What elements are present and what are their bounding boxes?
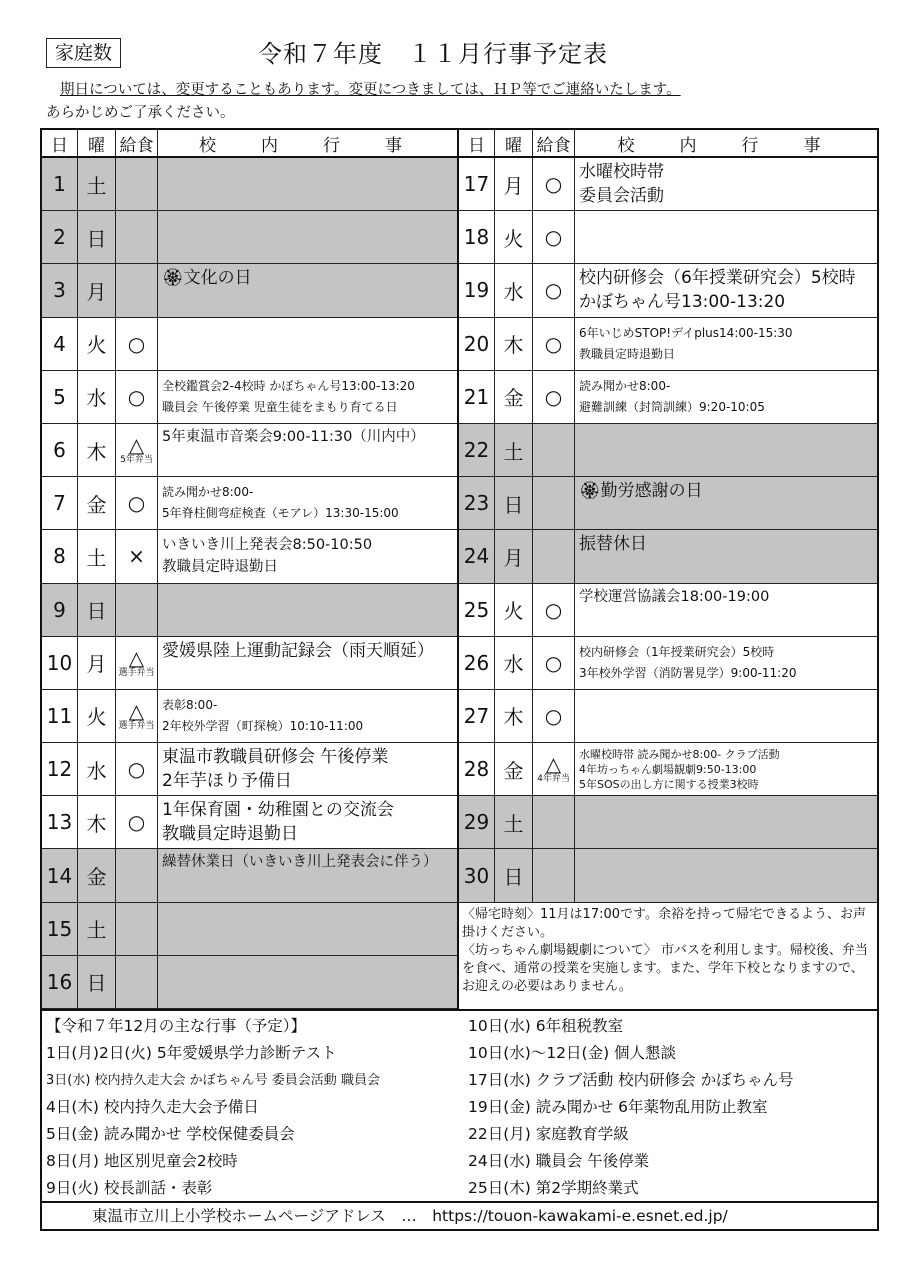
december-item: 19日(金) 読み聞かせ 6年薬物乱用防止教室 (468, 1098, 768, 1116)
event-text: 避難訓練（封筒訓練）9:20-10:05 (579, 399, 765, 414)
event-text: 2年芋ほり予備日 (162, 771, 292, 792)
event-text: 4年坊っちゃん劇場観劇9:50-13:00 (579, 762, 757, 776)
meal-mark: △ (128, 698, 145, 723)
day-number: 27 (459, 690, 495, 743)
meal-status (116, 690, 158, 743)
event-text: 校内研修会（1年授業研究会）5校時 (579, 644, 775, 659)
events-cell (158, 637, 457, 690)
meal-status (533, 264, 575, 317)
calendar-right-half (459, 130, 877, 1009)
events-cell (575, 371, 877, 424)
meal-status (116, 318, 158, 371)
event-text: 🏵文化の日 (162, 268, 252, 289)
december-item: 22日(月) 家庭教育学級 (468, 1125, 629, 1143)
event-text: 5年東温市音楽会9:00-11:30（川内中） (162, 428, 425, 445)
december-item: 8日(月) 地区別児童会2校時 (46, 1152, 238, 1170)
event-text: いきいき川上発表会8:50-10:50 (162, 537, 373, 554)
events-cell (575, 637, 877, 690)
meal-mark: ○ (544, 650, 563, 675)
events-cell (158, 158, 457, 211)
day-number: 10 (42, 637, 78, 690)
day-number: 26 (459, 637, 495, 690)
day-number: 28 (459, 743, 495, 796)
meal-status (533, 796, 575, 849)
weekday: 火 (78, 690, 116, 743)
events-cell (575, 158, 877, 211)
meal-mark: × (128, 544, 145, 569)
day-number: 7 (42, 477, 78, 530)
december-item: 24日(水) 職員会 午後停業 (468, 1152, 650, 1170)
weekday: 火 (495, 584, 533, 637)
december-item: 10日(水)～12日(金) 個人懇談 (468, 1044, 677, 1062)
events-cell (575, 530, 877, 583)
meal-status (116, 264, 158, 317)
day-number: 16 (42, 956, 78, 1009)
day-number: 12 (42, 743, 78, 796)
meal-mark: △ (128, 433, 145, 458)
events-cell (158, 956, 457, 1009)
event-text: 水曜校時帯 読み聞かせ8:00- クラブ活動 (579, 747, 780, 761)
meal-status (116, 743, 158, 796)
event-text: 愛媛県陸上運動記録会（雨天順延） (162, 640, 434, 661)
homepage-address: 東温市立川上小学校ホームページアドレス … https://touon-kawakami-e.esnet.ed.jp/ (42, 1201, 877, 1229)
meal-status (116, 158, 158, 211)
weekday: 火 (78, 318, 116, 371)
meal-status (116, 637, 158, 690)
events-cell (575, 849, 877, 902)
event-text: 水曜校時帯 (579, 162, 664, 183)
weekday: 日 (495, 477, 533, 530)
day-number: 3 (42, 264, 78, 317)
day-number: 4 (42, 318, 78, 371)
notice-line-2: あらかじめご了承ください。 (46, 105, 235, 121)
header-day: 日 (42, 130, 78, 158)
event-text: 振替休日 (579, 534, 647, 555)
meal-mark: ○ (544, 384, 563, 409)
meal-status (116, 530, 158, 583)
notes-box (459, 903, 877, 1009)
event-text: 教職員定時退勤日 (162, 559, 278, 576)
meal-status (116, 424, 158, 477)
meal-mark: ○ (127, 384, 146, 409)
events-cell (158, 211, 457, 264)
calendar-table (42, 130, 877, 1009)
day-number: 25 (459, 584, 495, 637)
meal-status (116, 956, 158, 1009)
meal-status (116, 796, 158, 849)
meal-note: 選手弁当 (118, 667, 155, 678)
events-cell (158, 264, 457, 317)
meal-mark: ○ (127, 757, 146, 782)
event-text: 6年いじめSTOP!デイplus14:00-15:30 (579, 325, 793, 340)
events-cell (158, 903, 457, 956)
meal-mark: ○ (544, 172, 563, 197)
day-number: 5 (42, 371, 78, 424)
weekday: 水 (495, 637, 533, 690)
meal-mark: ○ (127, 810, 146, 835)
meal-status (533, 424, 575, 477)
meal-mark: △ (545, 752, 562, 777)
meal-status (116, 477, 158, 530)
meal-mark: ○ (544, 331, 563, 356)
meal-note: 選手弁当 (118, 720, 155, 731)
december-item: 1日(月)2日(火) 5年愛媛県学力診断テスト (46, 1044, 337, 1062)
meal-status (533, 477, 575, 530)
event-text: 全校鑑賞会2-4校時 かぼちゃん号13:00-13:20 (162, 378, 415, 393)
day-number: 11 (42, 690, 78, 743)
weekday: 水 (78, 371, 116, 424)
weekday: 月 (495, 158, 533, 211)
day-number: 24 (459, 530, 495, 583)
events-cell (158, 796, 457, 849)
meal-note: 4年弁当 (537, 774, 570, 785)
meal-status (533, 637, 575, 690)
events-cell (575, 690, 877, 743)
day-number: 23 (459, 477, 495, 530)
december-item: 25日(木) 第2学期終業式 (468, 1179, 639, 1197)
event-text: 5年脊柱側弯症検査（モアレ）13:30-15:00 (162, 506, 399, 521)
events-cell (158, 743, 457, 796)
event-text: 東温市教職員研修会 午後停業 (162, 747, 389, 768)
december-item: 10日(水) 6年租税教室 (468, 1017, 624, 1035)
day-number: 19 (459, 264, 495, 317)
events-cell (575, 424, 877, 477)
event-text: 🏵勤労感謝の日 (579, 481, 703, 502)
december-heading: 【令和７年12月の主な行事（予定）】 (46, 1017, 306, 1035)
event-text: 学校運営協議会18:00-19:00 (579, 588, 770, 605)
header-events: 校 内 行 事 (158, 130, 457, 158)
calendar-left-half (42, 130, 459, 1009)
weekday: 月 (78, 264, 116, 317)
meal-status (116, 211, 158, 264)
day-number: 22 (459, 424, 495, 477)
event-text: 職員会 午後停業 児童生徒をまもり育てる日 (162, 399, 398, 414)
day-number: 30 (459, 849, 495, 902)
event-text: 表彰8:00- (162, 697, 218, 712)
header-events: 校 内 行 事 (575, 130, 877, 158)
events-cell (575, 796, 877, 849)
events-cell (158, 530, 457, 583)
meal-status (116, 371, 158, 424)
meal-status (533, 211, 575, 264)
day-number: 17 (459, 158, 495, 211)
weekday: 金 (495, 371, 533, 424)
meal-status (533, 530, 575, 583)
december-item: 9日(火) 校長訓話・表彰 (46, 1179, 213, 1197)
day-number: 13 (42, 796, 78, 849)
day-number: 14 (42, 849, 78, 902)
weekday: 土 (495, 796, 533, 849)
events-cell (158, 477, 457, 530)
meal-mark: ○ (544, 597, 563, 622)
weekday: 木 (495, 318, 533, 371)
events-cell (158, 318, 457, 371)
weekday: 月 (495, 530, 533, 583)
event-text: 5年SOSの出し方に関する授業3校時 (579, 777, 759, 791)
meal-status (533, 158, 575, 211)
event-text: 読み聞かせ8:00- (579, 378, 671, 393)
weekday: 日 (78, 584, 116, 637)
day-number: 8 (42, 530, 78, 583)
events-cell (158, 849, 457, 902)
weekday: 日 (495, 849, 533, 902)
weekday: 土 (78, 903, 116, 956)
meal-status (116, 584, 158, 637)
meal-status (533, 318, 575, 371)
events-cell (575, 584, 877, 637)
weekday: 月 (78, 637, 116, 690)
weekday: 土 (78, 158, 116, 211)
note-text: 〈坊っちゃん劇場観劇について〉 市バスを利用します。帰校後、弁当を食べ、通常の授業を実施します。また、学年下校となりますので、お迎えの必要はありません。 (462, 942, 868, 994)
day-number: 20 (459, 318, 495, 371)
weekday: 金 (78, 477, 116, 530)
events-cell (575, 211, 877, 264)
december-item: 17日(水) クラブ活動 校内研修会 かぼちゃん号 (468, 1071, 794, 1089)
page-title: 令和７年度 １１月行事予定表 (258, 40, 608, 68)
weekday: 日 (78, 956, 116, 1009)
header-weekday: 曜 (78, 130, 116, 158)
meal-mark: ○ (127, 331, 146, 356)
events-cell (158, 584, 457, 637)
event-text: 教職員定時退勤日 (162, 824, 298, 845)
event-text: 2年校外学習（町探検）10:10-11:00 (162, 718, 364, 733)
meal-status (116, 849, 158, 902)
category-tag: 家庭数 (46, 38, 121, 68)
meal-mark: ○ (544, 703, 563, 728)
december-item: 3日(水) 校内持久走大会 かぼちゃん号 委員会活動 職員会 (46, 1073, 380, 1088)
weekday: 木 (78, 796, 116, 849)
event-text: 委員会活動 (579, 186, 664, 207)
weekday: 土 (78, 530, 116, 583)
note-text: 〈帰宅時刻〉11月は17:00です。余裕を持って帰宅できるよう、お声掛けください。 (462, 906, 866, 940)
day-number: 9 (42, 584, 78, 637)
meal-status (533, 371, 575, 424)
events-cell (158, 424, 457, 477)
events-cell (575, 477, 877, 530)
meal-status (533, 690, 575, 743)
day-number: 21 (459, 371, 495, 424)
event-text: 繰替休業日（いきいき川上発表会に伴う） (162, 854, 438, 871)
meal-mark: △ (128, 645, 145, 670)
weekday: 火 (495, 211, 533, 264)
meal-mark: ○ (544, 278, 563, 303)
day-number: 15 (42, 903, 78, 956)
weekday: 水 (78, 743, 116, 796)
events-cell (575, 264, 877, 317)
meal-status (116, 903, 158, 956)
day-number: 1 (42, 158, 78, 211)
december-item: 4日(木) 校内持久走大会予備日 (46, 1098, 259, 1116)
weekday: 日 (78, 211, 116, 264)
events-cell (158, 371, 457, 424)
header-meal: 給食 (533, 130, 575, 158)
day-number: 29 (459, 796, 495, 849)
weekday: 木 (495, 690, 533, 743)
weekday: 水 (495, 264, 533, 317)
event-text: 1年保育園・幼稚園との交流会 (162, 800, 394, 821)
event-text: 校内研修会（6年授業研究会）5校時 (579, 268, 856, 289)
meal-note: 5年弁当 (120, 455, 153, 466)
day-number: 2 (42, 211, 78, 264)
meal-mark: ○ (544, 225, 563, 250)
weekday: 土 (495, 424, 533, 477)
day-number: 18 (459, 211, 495, 264)
events-cell (158, 690, 457, 743)
header-day: 日 (459, 130, 495, 158)
meal-mark: ○ (127, 491, 146, 516)
weekday: 金 (78, 849, 116, 902)
december-item: 5日(金) 読み聞かせ 学校保健委員会 (46, 1125, 295, 1143)
event-text: 3年校外学習（消防署見学）9:00-11:20 (579, 665, 797, 680)
meal-status (533, 743, 575, 796)
event-text: 教職員定時退勤日 (579, 346, 676, 361)
weekday: 木 (78, 424, 116, 477)
weekday: 金 (495, 743, 533, 796)
events-cell (575, 318, 877, 371)
day-number: 6 (42, 424, 78, 477)
events-cell (575, 743, 877, 796)
header-weekday: 曜 (495, 130, 533, 158)
meal-status (533, 584, 575, 637)
event-text: かぼちゃん号13:00-13:20 (579, 292, 786, 313)
notice-line-1: 期日については、変更することもあります。変更につきましては、ＨＰ等でご連絡いたします。 (60, 82, 681, 98)
december-events (42, 1009, 877, 1201)
meal-status (533, 849, 575, 902)
header-meal: 給食 (116, 130, 158, 158)
event-text: 読み聞かせ8:00- (162, 485, 254, 500)
